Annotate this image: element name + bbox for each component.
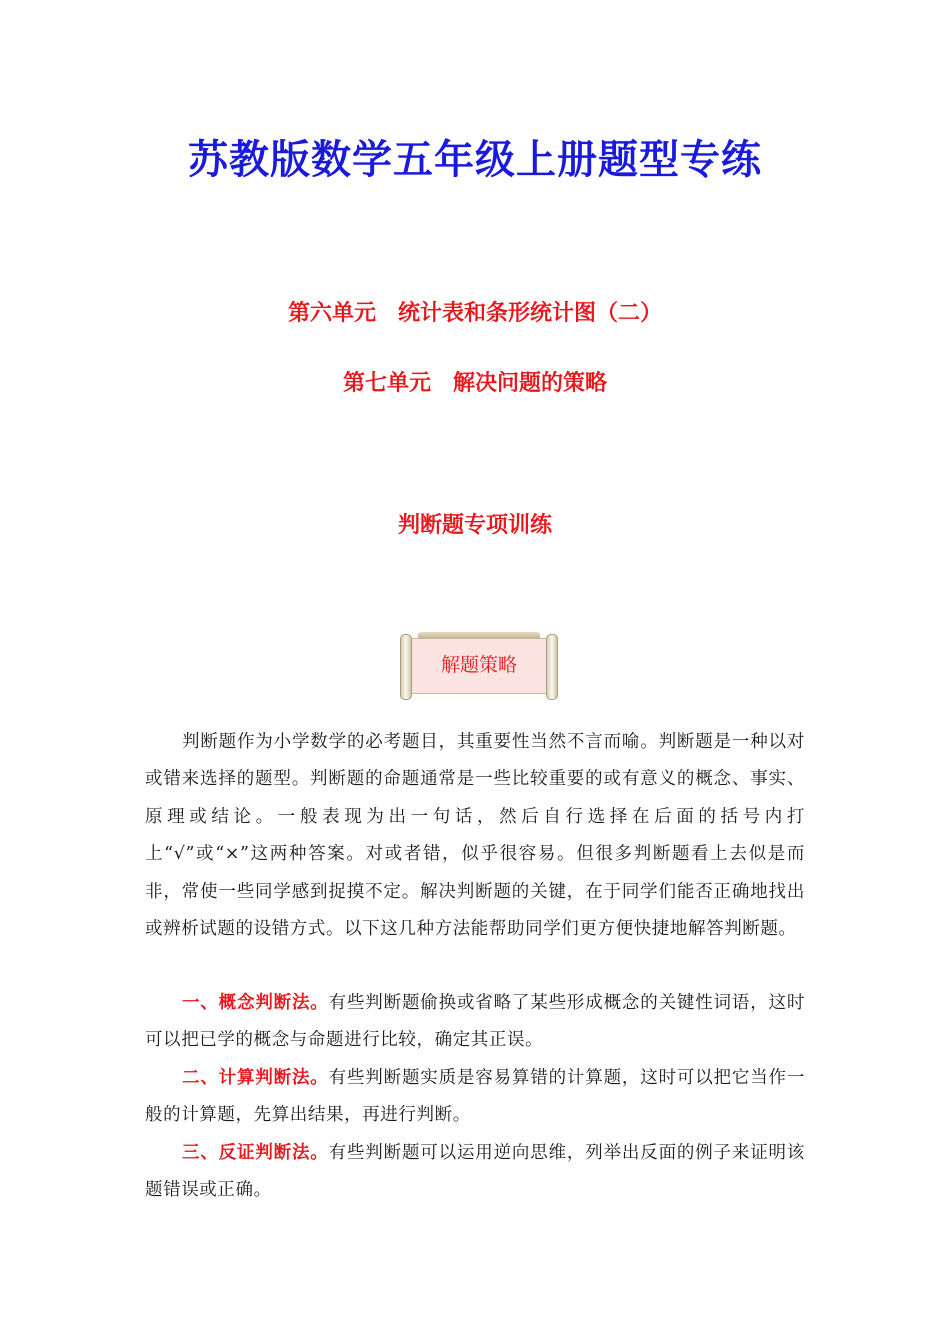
unit-six-heading: 第六单元 统计表和条形统计图（二） bbox=[287, 301, 662, 326]
method-paragraph-counterexample bbox=[145, 1135, 805, 1210]
unit-seven-heading: 第七单元 解决问题的策略 bbox=[342, 371, 607, 396]
method-paragraph-calculation bbox=[145, 1060, 805, 1135]
strategy-banner bbox=[398, 632, 560, 700]
method-text: 有些判断题可以运用逆向思维，列举出反面的例子来证明该题错误或正确。 bbox=[145, 1143, 805, 1201]
intro-paragraph: 判断题作为小学数学的必考题目，其重要性当然不言而喻。判断题是一种以对或错来选择的题型。判断题的命题通常是一些比较重要的或有意义的概念、事实、原理或结论。一般表现为出一句话，然后自行选择在后面的括号内打上“√”或“×”这两种答案。对或者错，似乎很容易。但很多判断题看上去似是而非，常使一些同学感到捉摸不定。解决判断题的关键，在于同学们能否正确地找出或辨析试题的设错方式。以下这几种方法能帮助同学们更方便快捷地解答判断题。 bbox=[145, 732, 805, 940]
page-title: 苏教版数学五年级上册题型专练 bbox=[188, 137, 762, 183]
method-heading: 一、概念判断法。 bbox=[182, 993, 329, 1013]
method-heading: 三、反证判断法。 bbox=[182, 1143, 329, 1163]
section-title: 判断题专项训练 bbox=[397, 513, 552, 538]
banner-label: 解题策略 bbox=[440, 654, 517, 676]
method-text: 有些判断题偷换或省略了某些形成概念的关键性词语，这时可以把已学的概念与命题进行比较，确定其正误。 bbox=[145, 993, 805, 1051]
method-heading: 二、计算判断法。 bbox=[182, 1068, 329, 1088]
method-text: 有些判断题实质是容易算错的计算题，这时可以把它当作一般的计算题，先算出结果，再进行判断。 bbox=[145, 1068, 805, 1126]
method-paragraph-concept bbox=[145, 985, 805, 1060]
